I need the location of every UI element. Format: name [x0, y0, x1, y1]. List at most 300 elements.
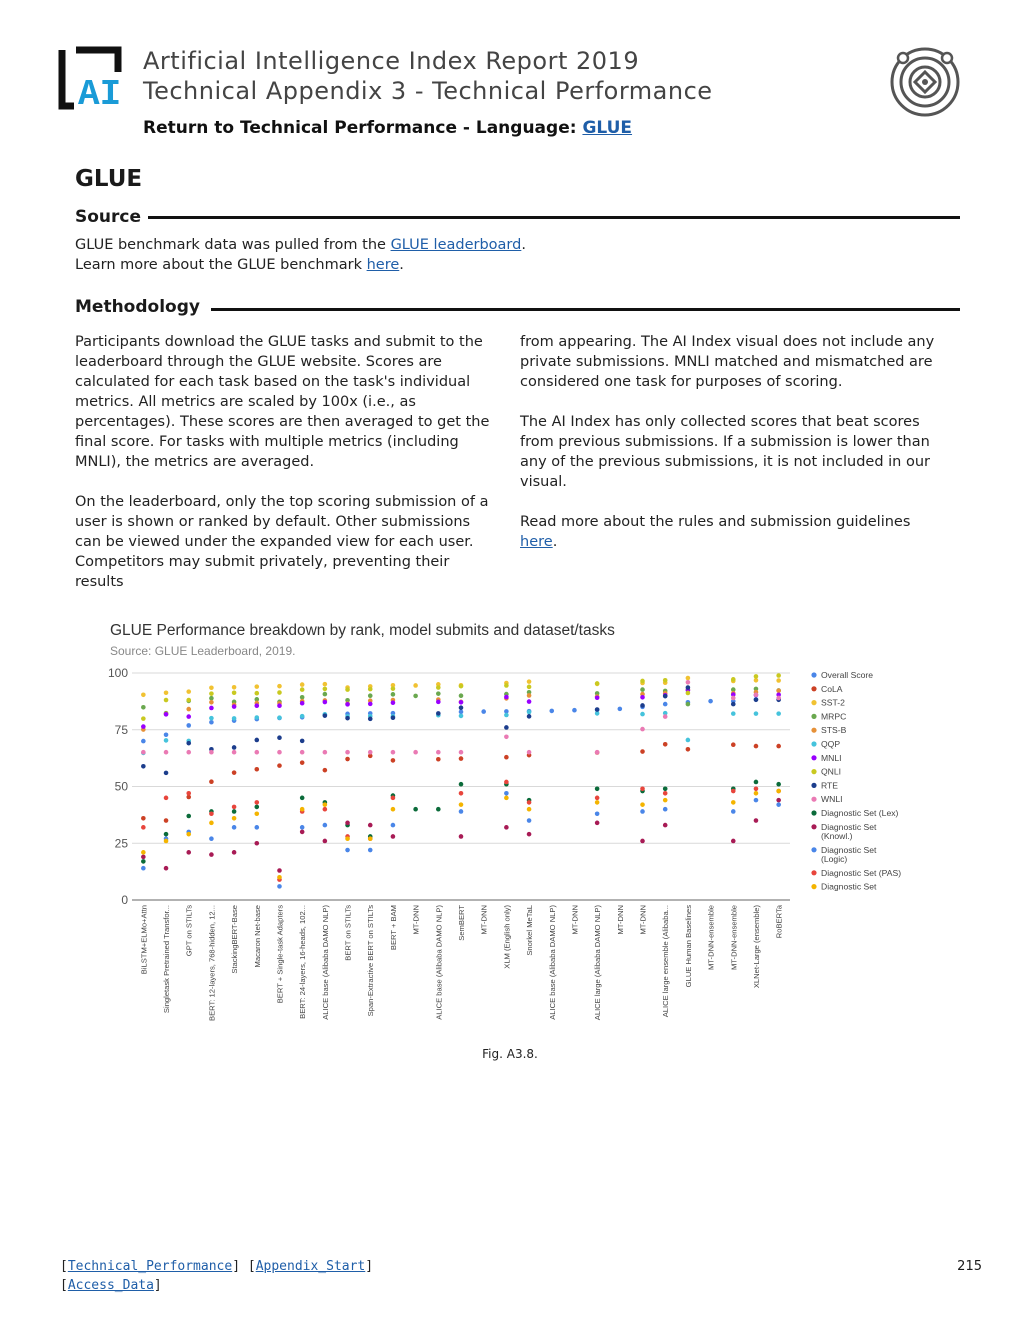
x-tick-label: ALICE base (Alibaba DAMO NLP): [434, 905, 444, 1020]
data-point: [776, 688, 781, 693]
data-point: [277, 735, 282, 740]
data-point: [459, 714, 464, 719]
data-point: [141, 825, 146, 830]
data-point: [640, 695, 645, 700]
data-point: [686, 702, 691, 707]
data-point: [345, 836, 350, 841]
data-point: [527, 832, 532, 837]
data-point: [141, 724, 146, 729]
data-point: [209, 811, 214, 816]
data-point: [459, 791, 464, 796]
data-point: [731, 809, 736, 814]
data-point: [254, 715, 259, 720]
data-point: [436, 691, 441, 696]
data-point: [640, 687, 645, 692]
methodology-divider: [211, 308, 960, 311]
data-point: [391, 807, 396, 812]
data-point: [527, 679, 532, 684]
data-point: [254, 811, 259, 816]
data-point: [640, 802, 645, 807]
data-point: [640, 749, 645, 754]
data-point: [527, 818, 532, 823]
data-point: [663, 714, 668, 719]
data-point: [436, 807, 441, 812]
technical-performance-link[interactable]: Technical_Performance: [67, 1259, 233, 1274]
data-point: [232, 850, 237, 855]
data-point: [209, 750, 214, 755]
data-point: [209, 836, 214, 841]
legend-label: Diagnostic Set (Logic): [821, 844, 877, 864]
data-point: [323, 682, 328, 687]
x-tick-label: GLUE Human Baselines: [683, 905, 693, 988]
x-tick-label: BERT + BAM: [388, 905, 398, 951]
data-point: [232, 816, 237, 821]
source-heading: Source: [75, 207, 142, 227]
glue-leaderboard-link[interactable]: GLUE leaderboard: [390, 237, 522, 253]
data-point: [504, 791, 509, 796]
return-line: [143, 118, 632, 138]
data-point: [776, 782, 781, 787]
data-point: [164, 771, 169, 776]
data-point: [663, 678, 668, 683]
data-point: [776, 711, 781, 716]
data-point: [459, 782, 464, 787]
legend-marker: [811, 884, 816, 889]
data-point: [413, 750, 418, 755]
data-point: [595, 786, 600, 791]
ai-index-logo: [58, 46, 130, 110]
legend-marker: [811, 741, 816, 746]
data-point: [232, 704, 237, 709]
legend-marker: [811, 686, 816, 691]
x-tick-label: BERT: 24-layers, 16-heads, 102...: [298, 905, 308, 1019]
legend-marker: [811, 783, 816, 788]
data-point: [663, 798, 668, 803]
data-point: [209, 706, 214, 711]
data-point: [141, 859, 146, 864]
data-point: [232, 809, 237, 814]
data-point: [164, 712, 169, 717]
data-point: [391, 692, 396, 697]
data-point: [300, 807, 305, 812]
data-point: [640, 727, 645, 732]
data-point: [186, 707, 191, 712]
target-icon: [888, 44, 962, 120]
data-point: [572, 708, 577, 713]
data-point: [413, 807, 418, 812]
chart-title: GLUE Performance breakdown by rank, model submits and dataset/tasks: [110, 622, 615, 639]
glue-benchmark-link[interactable]: here: [366, 257, 400, 273]
x-tick-label: MT-DNN: [570, 905, 580, 935]
data-point: [300, 739, 305, 744]
data-point: [754, 697, 759, 702]
footer-nav-line-2: [Access_Data]: [60, 1278, 162, 1293]
data-point: [300, 682, 305, 687]
return-prefix: Return to Technical Performance - Language:: [143, 118, 583, 138]
data-point: [209, 779, 214, 784]
data-point: [686, 691, 691, 696]
data-point: [459, 710, 464, 715]
data-point: [277, 875, 282, 880]
data-point: [164, 738, 169, 743]
y-tick-label: 50: [114, 779, 128, 794]
x-tick-label: SemBERT: [457, 905, 466, 941]
methodology-left-column: [75, 332, 493, 592]
data-point: [323, 750, 328, 755]
data-point: [141, 750, 146, 755]
legend-label: Overall Score: [821, 670, 874, 680]
x-tick-label: Macaron Net-base: [252, 905, 262, 968]
data-point: [232, 685, 237, 690]
data-point: [459, 802, 464, 807]
legend-label: WNLI: [821, 794, 843, 805]
data-point: [595, 800, 600, 805]
figure-caption: Fig. A3.8.: [482, 1047, 538, 1061]
data-point: [345, 821, 350, 826]
data-point: [254, 703, 259, 708]
data-point: [209, 696, 214, 701]
data-point: [595, 750, 600, 755]
data-point: [232, 805, 237, 810]
data-point: [776, 798, 781, 803]
methodology-paragraph-2: On the leaderboard, only the top scoring submission of a user is shown or ranked by default. Other submissions can be viewed under the expanded view for each user. Competitors may submit privately, preventing their results: [75, 494, 489, 590]
data-point: [186, 723, 191, 728]
data-point: [754, 780, 759, 785]
x-tick-label: ALICE base (Alibaba DAMO NLP): [320, 905, 330, 1020]
legend-label: Diagnostic Set (PAS): [821, 867, 902, 878]
legend-marker: [811, 797, 816, 802]
data-point: [595, 681, 600, 686]
data-point: [686, 680, 691, 685]
data-point: [504, 755, 509, 760]
data-point: [640, 703, 645, 708]
data-point: [277, 884, 282, 889]
footer-nav-line-1: [Technical_Performance] [Appendix_Start]: [60, 1259, 374, 1274]
data-point: [300, 825, 305, 830]
legend-marker: [811, 700, 816, 705]
data-point: [686, 738, 691, 743]
data-point: [345, 750, 350, 755]
legend-marker: [811, 672, 816, 677]
chart-subtitle: Source: GLUE Leaderboard, 2019.: [110, 644, 296, 658]
legend-marker: [811, 714, 816, 719]
data-point: [164, 796, 169, 801]
data-point: [527, 710, 532, 715]
page-title: GLUE: [75, 166, 143, 192]
data-point: [527, 699, 532, 704]
legend-label: RTE: [821, 780, 839, 791]
data-point: [323, 768, 328, 773]
data-point: [277, 690, 282, 695]
legend-marker: [811, 847, 816, 852]
data-point: [164, 732, 169, 737]
source-line-1: GLUE benchmark data was pulled from the GLUE leaderboard.: [75, 237, 526, 253]
data-point: [209, 685, 214, 690]
data-point: [323, 687, 328, 692]
data-point: [459, 700, 464, 705]
page-number: 215: [957, 1259, 982, 1274]
data-point: [686, 685, 691, 690]
data-point: [527, 693, 532, 698]
data-point: [232, 825, 237, 830]
data-point: [549, 709, 554, 714]
data-point: [731, 742, 736, 747]
data-point: [345, 716, 350, 721]
data-point: [754, 818, 759, 823]
data-point: [186, 698, 191, 703]
x-tick-label: StackingBERT-Base: [230, 905, 240, 974]
data-point: [141, 716, 146, 721]
data-point: [323, 692, 328, 697]
y-tick-label: 100: [107, 666, 128, 680]
legend-label: MNLI: [821, 752, 842, 763]
data-point: [663, 791, 668, 796]
methodology-paragraph-3: from appearing. The AI Index visual does not include any private submissions. MNLI matched and mismatched are considered one task for purposes of scoring.: [520, 334, 935, 390]
data-point: [345, 848, 350, 853]
y-tick-label: 25: [114, 836, 128, 851]
data-point: [368, 702, 373, 707]
data-point: [141, 692, 146, 697]
methodology-paragraph-5: Read more about the rules and submission guidelines here.: [520, 514, 911, 550]
data-point: [164, 698, 169, 703]
data-point: [368, 823, 373, 828]
data-point: [504, 734, 509, 739]
data-point: [436, 750, 441, 755]
data-point: [345, 757, 350, 762]
data-point: [141, 850, 146, 855]
data-point: [595, 707, 600, 712]
data-point: [776, 802, 781, 807]
x-tick-label: MT-DNN: [638, 905, 648, 935]
data-point: [391, 686, 396, 691]
data-point: [663, 823, 668, 828]
data-point: [459, 809, 464, 814]
data-point: [141, 739, 146, 744]
y-tick-label: 75: [114, 722, 128, 737]
data-point: [277, 750, 282, 755]
data-point: [640, 712, 645, 717]
data-point: [300, 796, 305, 801]
data-point: [708, 699, 713, 704]
data-point: [413, 694, 418, 699]
data-point: [663, 694, 668, 699]
data-point: [663, 702, 668, 707]
data-point: [254, 750, 259, 755]
x-tick-label: MT-DNN: [411, 905, 421, 935]
data-point: [368, 836, 373, 841]
data-point: [776, 673, 781, 678]
data-point: [436, 700, 441, 705]
data-point: [595, 811, 600, 816]
data-point: [209, 700, 214, 705]
data-point: [459, 756, 464, 761]
report-title: Artificial Intelligence Index Report 2019: [143, 47, 640, 75]
legend-label: QQP: [821, 739, 841, 749]
data-point: [368, 693, 373, 698]
x-tick-label: BERT on STILTs: [343, 905, 353, 961]
x-tick-label: MT-DNN-ensemble: [729, 905, 739, 970]
legend-marker: [811, 810, 816, 815]
legend-marker: [811, 824, 816, 829]
x-tick-label: XLM (English only): [502, 905, 512, 969]
data-point: [504, 713, 509, 718]
data-point: [254, 805, 259, 810]
data-point: [300, 701, 305, 706]
data-point: [323, 700, 328, 705]
y-tick-label: 0: [121, 893, 128, 907]
legend-label: STS-B: [821, 725, 847, 736]
data-point: [640, 679, 645, 684]
data-point: [254, 691, 259, 696]
data-point: [640, 809, 645, 814]
data-point: [391, 750, 396, 755]
data-point: [277, 684, 282, 689]
data-point: [754, 692, 759, 697]
legend-marker: [811, 755, 816, 760]
legend-marker: [811, 769, 816, 774]
data-point: [754, 791, 759, 796]
data-point: [368, 848, 373, 853]
data-point: [300, 714, 305, 719]
data-point: [754, 744, 759, 749]
data-point: [776, 789, 781, 794]
x-tick-label: XLNet-Large (ensemble): [751, 905, 761, 989]
legend-marker: [811, 870, 816, 875]
data-point: [254, 684, 259, 689]
logo-text: AI: [78, 74, 122, 110]
data-point: [164, 839, 169, 844]
source-text: [75, 235, 955, 275]
data-point: [186, 832, 191, 837]
data-point: [663, 807, 668, 812]
data-point: [232, 716, 237, 721]
data-point: [436, 711, 441, 716]
data-point: [391, 700, 396, 705]
data-point: [731, 677, 736, 682]
data-point: [345, 702, 350, 707]
data-point: [686, 676, 691, 681]
legend-label: Diagnostic Set (Knowl.): [821, 821, 877, 841]
data-point: [164, 750, 169, 755]
x-tick-label: BERT: 12-layers, 768-hidden, 12...: [207, 905, 217, 1021]
data-point: [254, 738, 259, 743]
x-tick-label: ALICE large (Alibaba DAMO NLP): [593, 905, 603, 1021]
data-point: [209, 821, 214, 826]
data-point: [232, 770, 237, 775]
data-point: [232, 690, 237, 695]
x-tick-label: BERT + Single-task Adapters: [275, 905, 285, 1004]
legend-label: Diagnostic Set (Lex): [821, 808, 899, 818]
data-point: [391, 823, 396, 828]
data-point: [391, 715, 396, 720]
legend-label: SST-2: [821, 697, 845, 708]
data-point: [595, 821, 600, 826]
x-tick-label: Span-Extractive BERT on STILTs: [366, 905, 376, 1017]
return-glue-link[interactable]: GLUE: [582, 118, 633, 138]
data-point: [186, 689, 191, 694]
x-tick-label: GPT on STILTs: [184, 905, 194, 957]
data-point: [141, 705, 146, 710]
data-point: [186, 714, 191, 719]
data-point: [300, 687, 305, 692]
data-point: [776, 696, 781, 701]
data-point: [436, 685, 441, 690]
appendix-start-link[interactable]: Appendix_Start: [255, 1259, 366, 1274]
data-point: [186, 791, 191, 796]
access-data-link[interactable]: Access_Data: [67, 1278, 154, 1293]
data-point: [254, 825, 259, 830]
data-point: [209, 716, 214, 721]
data-point: [504, 695, 509, 700]
legend-label: MRPC: [821, 711, 847, 722]
x-tick-label: Singletask Pretrained Transfor...: [162, 905, 172, 1014]
x-tick-label: MT-DNN: [615, 905, 625, 935]
data-point: [300, 830, 305, 835]
data-point: [527, 807, 532, 812]
data-point: [277, 715, 282, 720]
data-point: [323, 823, 328, 828]
data-point: [209, 691, 214, 696]
data-point: [254, 841, 259, 846]
data-point: [459, 834, 464, 839]
x-tick-label: MT-DNN-ensemble: [706, 905, 716, 970]
x-tick-label: MT-DNN: [479, 905, 489, 935]
source-line-2: Learn more about the GLUE benchmark here.: [75, 257, 404, 273]
legend-label: Diagnostic Set: [821, 881, 877, 892]
data-point: [731, 711, 736, 716]
data-point: [345, 687, 350, 692]
x-tick-label: ALICE large ensemble (Alibaba...: [661, 905, 671, 1018]
rules-link[interactable]: here: [520, 534, 553, 550]
data-point: [731, 800, 736, 805]
data-point: [232, 750, 237, 755]
data-point: [527, 750, 532, 755]
methodology-paragraph-1: Participants download the GLUE tasks and submit to the leaderboard through the GLUE website. Scores are calculated for each task based on the task's individual metrics. All metrics are scaled by 100x (i.e., as percentages). These scores are then averaged to get the final score. For tasks with multiple metrics (including MNLI), the metrics are averaged.: [75, 334, 490, 470]
methodology-right-column: [520, 332, 945, 552]
data-point: [754, 674, 759, 679]
x-tick-label: Snorkel MeTaL: [525, 905, 535, 956]
data-point: [186, 750, 191, 755]
data-point: [323, 802, 328, 807]
data-point: [640, 839, 645, 844]
data-point: [459, 750, 464, 755]
data-point: [731, 789, 736, 794]
data-point: [504, 796, 509, 801]
data-point: [141, 816, 146, 821]
data-point: [300, 750, 305, 755]
data-point: [413, 683, 418, 688]
data-point: [754, 711, 759, 716]
data-point: [186, 741, 191, 746]
data-point: [232, 745, 237, 750]
legend-marker: [811, 728, 816, 733]
data-point: [663, 786, 668, 791]
data-point: [164, 866, 169, 871]
data-point: [391, 834, 396, 839]
data-point: [754, 786, 759, 791]
data-point: [686, 747, 691, 752]
source-divider: [148, 216, 960, 219]
x-tick-label: ALICE base (Alibaba DAMO NLP): [547, 905, 557, 1020]
data-point: [504, 683, 509, 688]
data-point: [731, 839, 736, 844]
data-point: [209, 720, 214, 725]
data-point: [459, 693, 464, 698]
x-tick-label: RoBERTa: [774, 905, 784, 939]
data-point: [164, 832, 169, 837]
data-point: [209, 852, 214, 857]
data-point: [254, 767, 259, 772]
